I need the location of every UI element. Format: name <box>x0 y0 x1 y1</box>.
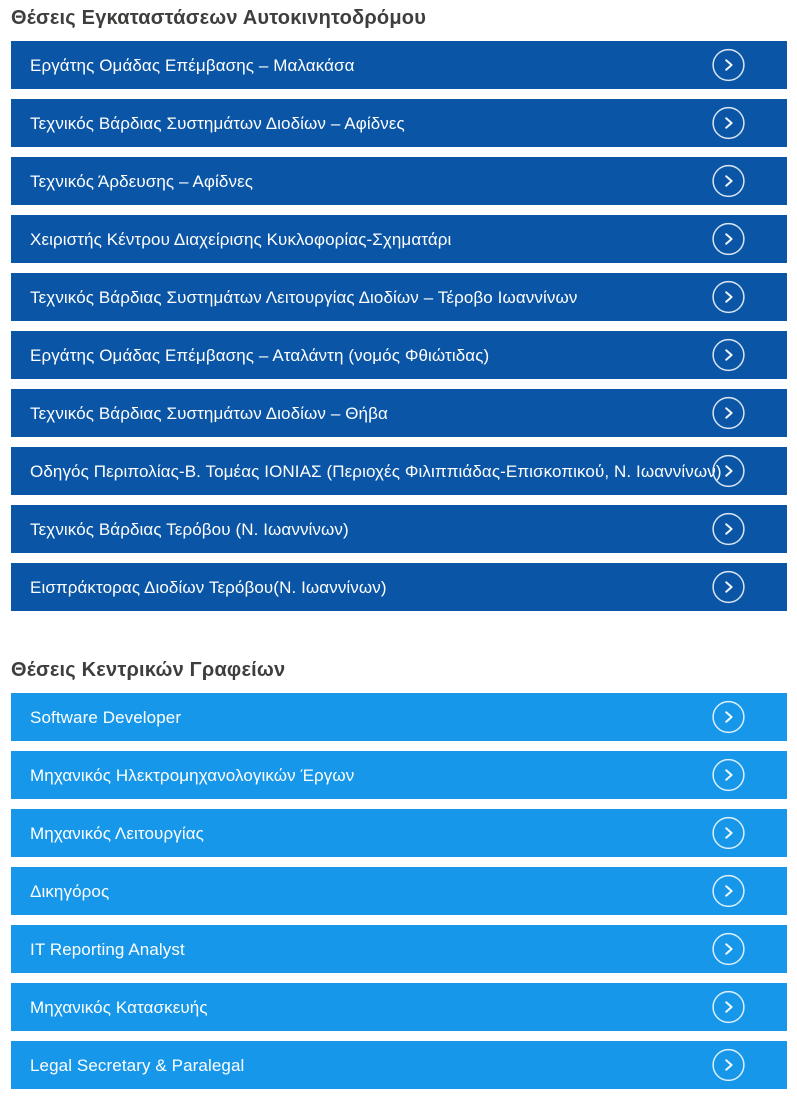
job-listing-link[interactable] <box>11 693 787 741</box>
chevron-right-icon <box>712 397 745 430</box>
headoffice-section-title: Θέσεις Κεντρικών Γραφείων <box>11 659 286 681</box>
job-title-label: Μηχανικός Κατασκευής <box>30 998 208 1017</box>
job-title-label: Εργάτης Ομάδας Επέμβασης – Μαλακάσα <box>30 56 355 75</box>
motorway-section-title: Θέσεις Εγκαταστάσεων Αυτοκινητοδρόμου <box>11 7 427 29</box>
motorway-job-list <box>11 41 787 611</box>
chevron-right-icon <box>712 223 745 256</box>
chevron-right-icon <box>712 701 745 734</box>
job-listing-link[interactable] <box>11 273 787 321</box>
job-listing-link[interactable] <box>11 157 787 205</box>
job-listing-link[interactable] <box>11 925 787 973</box>
chevron-right-icon <box>712 933 745 966</box>
job-listing-link[interactable] <box>11 563 787 611</box>
job-listing-link[interactable] <box>11 447 787 495</box>
headoffice-job-list <box>11 693 787 1089</box>
chevron-right-icon <box>712 1049 745 1082</box>
job-title-label: Εισπράκτορας Διοδίων Τερόβου(Ν. Ιωαννίνων) <box>30 578 387 597</box>
chevron-right-icon <box>712 759 745 792</box>
chevron-right-icon <box>712 817 745 850</box>
job-listing-link[interactable] <box>11 331 787 379</box>
chevron-right-icon <box>712 107 745 140</box>
job-title-label: Μηχανικός Ηλεκτρομηχανολογικών Έργων <box>30 766 355 785</box>
job-listing-link[interactable] <box>11 99 787 147</box>
job-title-label: Δικηγόρος <box>30 882 110 901</box>
job-title-label: Τεχνικός Βάρδιας Τερόβου (Ν. Ιωαννίνων) <box>30 520 349 539</box>
job-title-label: Τεχνικός Άρδευσης – Αφίδνες <box>30 172 254 191</box>
headoffice-positions-section <box>11 658 787 1089</box>
job-title-label: Legal Secretary & Paralegal <box>30 1056 245 1075</box>
job-listing-link[interactable] <box>11 1041 787 1089</box>
job-title-label: Τεχνικός Βάρδιας Συστημάτων Διοδίων – Αφίδνες <box>30 114 405 133</box>
chevron-right-icon <box>712 991 745 1024</box>
job-listing-link[interactable] <box>11 215 787 263</box>
job-listing-link[interactable] <box>11 983 787 1031</box>
chevron-right-icon <box>712 571 745 604</box>
job-title-label: IT Reporting Analyst <box>30 940 185 959</box>
job-listing-link[interactable] <box>11 41 787 89</box>
chevron-right-icon <box>712 875 745 908</box>
job-title-label: Software Developer <box>30 708 182 727</box>
motorway-positions-section <box>11 6 787 611</box>
job-title-label: Μηχανικός Λειτουργίας <box>30 824 204 843</box>
chevron-right-icon <box>712 455 745 488</box>
job-listing-link[interactable] <box>11 389 787 437</box>
chevron-right-icon <box>712 165 745 198</box>
job-listing-link[interactable] <box>11 809 787 857</box>
chevron-right-icon <box>712 513 745 546</box>
chevron-right-icon <box>712 49 745 82</box>
job-listing-link[interactable] <box>11 505 787 553</box>
job-title-label: Χειριστής Κέντρου Διαχείρισης Κυκλοφορίας-Σχηματάρι <box>30 230 452 249</box>
job-title-label: Οδηγός Περιπολίας-Β. Τομέας ΙΟΝΙΑΣ (Περιοχές Φιλιππιάδας-Επισκοπικού, Ν. Ιωαννίνων) <box>30 462 722 481</box>
job-listing-link[interactable] <box>11 751 787 799</box>
job-title-label: Εργάτης Ομάδας Επέμβασης – Αταλάντη (νομός Φθιώτιδας) <box>30 346 490 365</box>
chevron-right-icon <box>712 281 745 314</box>
job-listing-link[interactable] <box>11 867 787 915</box>
job-title-label: Τεχνικός Βάρδιας Συστημάτων Διοδίων – Θήβα <box>30 404 388 423</box>
chevron-right-icon <box>712 339 745 372</box>
job-title-label: Τεχνικός Βάρδιας Συστημάτων Λειτουργίας Διοδίων – Τέροβο Ιωαννίνων <box>30 288 578 307</box>
